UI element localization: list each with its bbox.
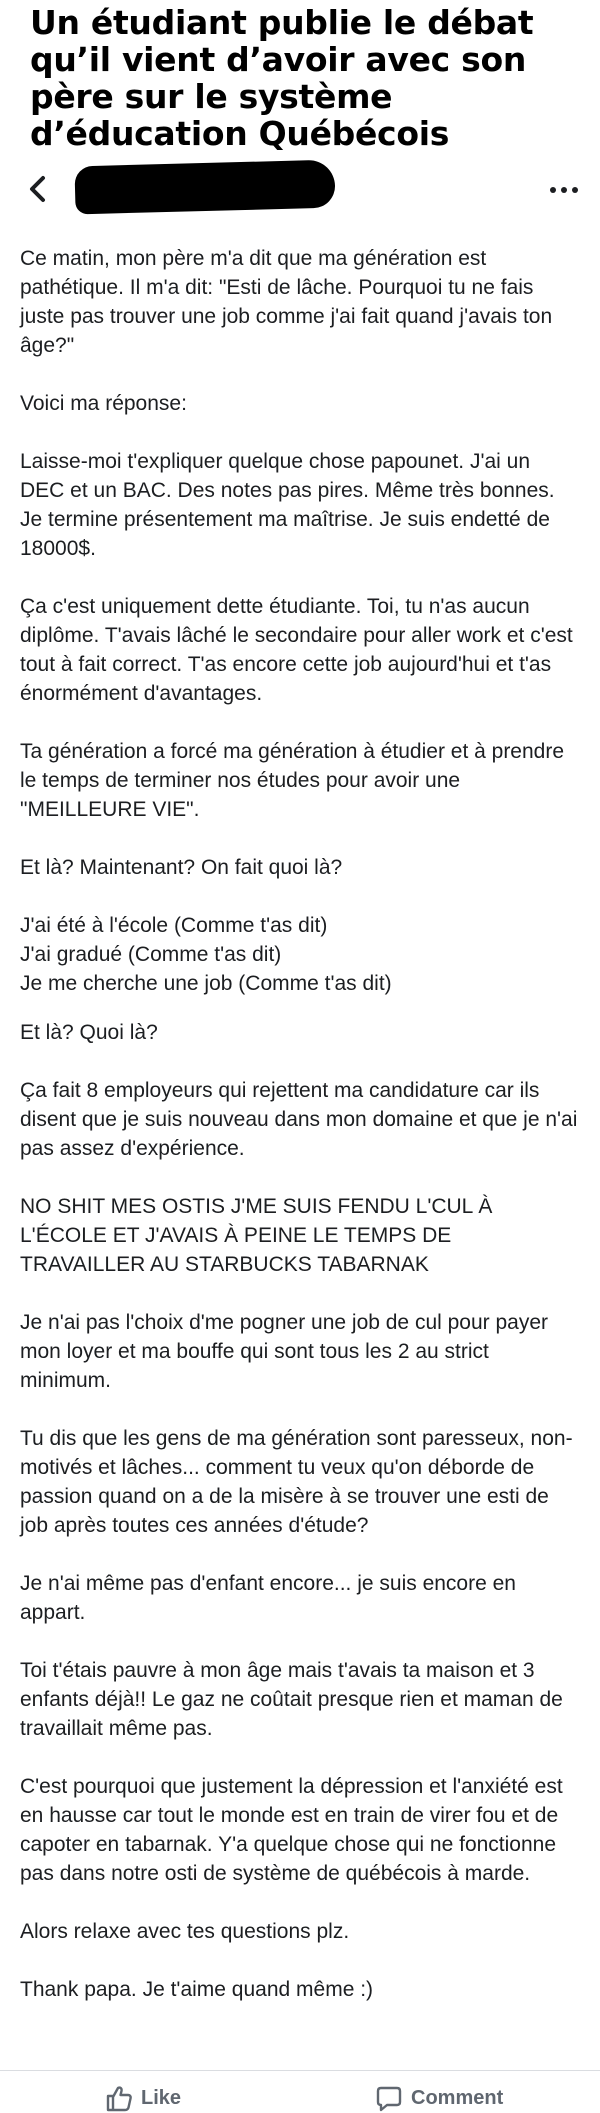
post-paragraph: Ça fait 8 employeurs qui rejettent ma candidature car ils disent que je suis nouveau dans mon domaine et que je n'ai pas assez d'expérience. <box>20 1079 578 1160</box>
post-paragraph: C'est pourquoi que justement la dépression et l'anxiété est en hausse car tout le monde est en train de virer fou et de capoter en tabarnak. Y'a quelque chose qui ne fonctionne pas dans notre osti de système de québécois à marde. <box>20 1775 563 1885</box>
chevron-left-icon <box>22 172 56 206</box>
like-button[interactable] <box>105 2083 181 2113</box>
like-label: Like <box>141 2086 182 2109</box>
post-paragraph: Je n'ai pas l'choix d'me pogner une job de cul pour payer mon loyer et ma bouffe qui sont tous les 2 au strict minimum. <box>20 1311 549 1392</box>
headline: Un étudiant publie le débat qu’il vient d’avoir avec son père sur le système d’éducation Québécois <box>30 3 534 153</box>
post-paragraph: Toi t'étais pauvre à mon âge mais t'avais ta maison et 3 enfants déjà!! Le gaz ne coûtait presque rien et maman de travaillait même pas. <box>20 1659 563 1740</box>
more-options-button[interactable] <box>548 182 580 198</box>
post-paragraph: NO SHIT MES OSTIS J'ME SUIS FENDU L'CUL À L'ÉCOLE ET J'AVAIS À PEINE LE TEMPS DE TRAVAILLER AU STARBUCKS TABARNAK <box>20 1195 493 1276</box>
post-paragraph: Voici ma réponse: <box>20 392 187 415</box>
post-paragraph: Ça c'est uniquement dette étudiante. Toi, tu n'as aucun diplôme. T'avais lâché le secondaire pour aller work et c'est tout à fait correct. T'as encore cette job aujourd'hui et t'as énormément d'avantages. <box>20 595 573 705</box>
back-button[interactable] <box>22 172 56 206</box>
redacted-author-name <box>74 160 335 215</box>
post-paragraph: J'ai été à l'école (Comme t'as dit) J'ai gradué (Comme t'as dit) Je me cherche une job (Comme t'as dit) <box>20 914 392 995</box>
post-paragraph: Je n'ai même pas d'enfant encore... je suis encore en appart. <box>20 1572 516 1624</box>
post-nav-bar <box>0 158 600 218</box>
comment-button[interactable] <box>375 2083 503 2113</box>
post-paragraph: Et là? Quoi là? <box>20 1021 158 1044</box>
post-paragraph: Et là? Maintenant? On fait quoi là? <box>20 856 343 879</box>
post-paragraph: Tu dis que les gens de ma génération sont paresseux, non-motivés et lâches... comment tu veux qu'on déborde de passion quand on a de la misère à se trouver une esti de job après toutes ces années d'étude? <box>20 1427 573 1537</box>
comment-bubble-icon <box>375 2084 403 2112</box>
post-action-bar <box>0 2070 600 2109</box>
post-paragraph: Thank papa. Je t'aime quand même :) <box>20 1978 374 2001</box>
post-paragraph: Ta génération a forcé ma génération à étudier et à prendre le temps de terminer nos études pour avoir une "MEILLEURE VIE". <box>20 740 565 821</box>
post-paragraph: Alors relaxe avec tes questions plz. <box>20 1920 350 1943</box>
ellipsis-horizontal-icon <box>550 187 556 193</box>
post-paragraph: Ce matin, mon père m'a dit que ma génération est pathétique. Il m'a dit: "Esti de lâche. Pourquoi tu ne fais juste pas trouver une job comme j'ai fait quand j'avais ton âge?" <box>20 247 553 357</box>
comment-label: Comment <box>411 2086 504 2109</box>
thumbs-up-icon <box>105 2084 133 2112</box>
post-body <box>20 244 580 2033</box>
post-paragraph: Laisse-moi t'expliquer quelque chose papounet. J'ai un DEC et un BAC. Des notes pas pires. Même très bonnes. Je termine présentement ma maîtrise. Je suis endetté de 18000$. <box>20 450 555 560</box>
